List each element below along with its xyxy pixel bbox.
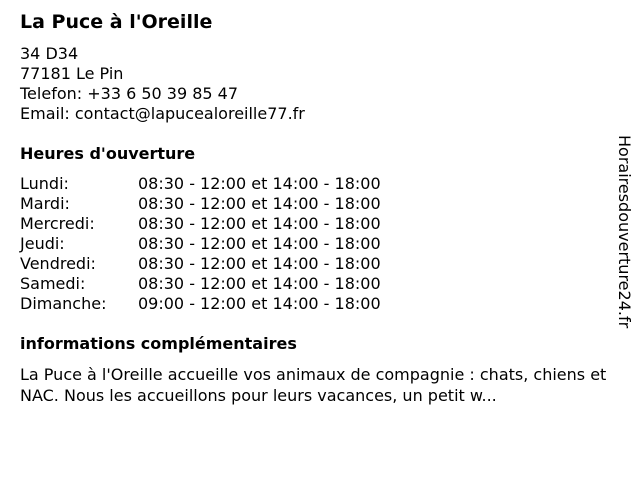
street-address: 34 D34	[20, 44, 79, 63]
time-range: 08:30 - 12:00 et 14:00 - 18:00	[138, 254, 381, 273]
time-range: 08:30 - 12:00 et 14:00 - 18:00	[138, 194, 381, 213]
time-range: 09:00 - 12:00 et 14:00 - 18:00	[138, 294, 381, 313]
time-range: 08:30 - 12:00 et 14:00 - 18:00	[138, 174, 381, 193]
day-label: Dimanche:	[20, 294, 107, 313]
day-label: Samedi:	[20, 274, 86, 293]
day-label: Mercredi:	[20, 214, 95, 233]
day-label: Vendredi:	[20, 254, 96, 273]
time-range: 08:30 - 12:00 et 14:00 - 18:00	[138, 274, 381, 293]
opening-hours-heading: Heures d'ouverture	[20, 144, 196, 163]
business-name: La Puce à l'Oreille	[20, 11, 213, 33]
time-range: 08:30 - 12:00 et 14:00 - 18:00	[138, 234, 381, 253]
time-range: 08:30 - 12:00 et 14:00 - 18:00	[138, 214, 381, 233]
phone-number: Telefon: +33 6 50 39 85 47	[20, 84, 239, 103]
site-watermark: Horairesdouverture24.fr	[615, 135, 634, 329]
additional-info-heading: informations complémentaires	[20, 334, 297, 353]
address-block	[20, 44, 305, 124]
day-label: Lundi:	[20, 174, 69, 193]
email-address: Email: contact@lapucealoreille77.fr	[20, 104, 305, 123]
day-label: Mardi:	[20, 194, 70, 213]
day-label: Jeudi:	[20, 234, 65, 253]
additional-info-text: La Puce à l'Oreille accueille vos animaux de compagnie : chats, chiens et NAC. Nous les accueillons pour leurs vacances, un petit w...	[20, 365, 607, 405]
city-postcode: 77181 Le Pin	[20, 64, 124, 83]
